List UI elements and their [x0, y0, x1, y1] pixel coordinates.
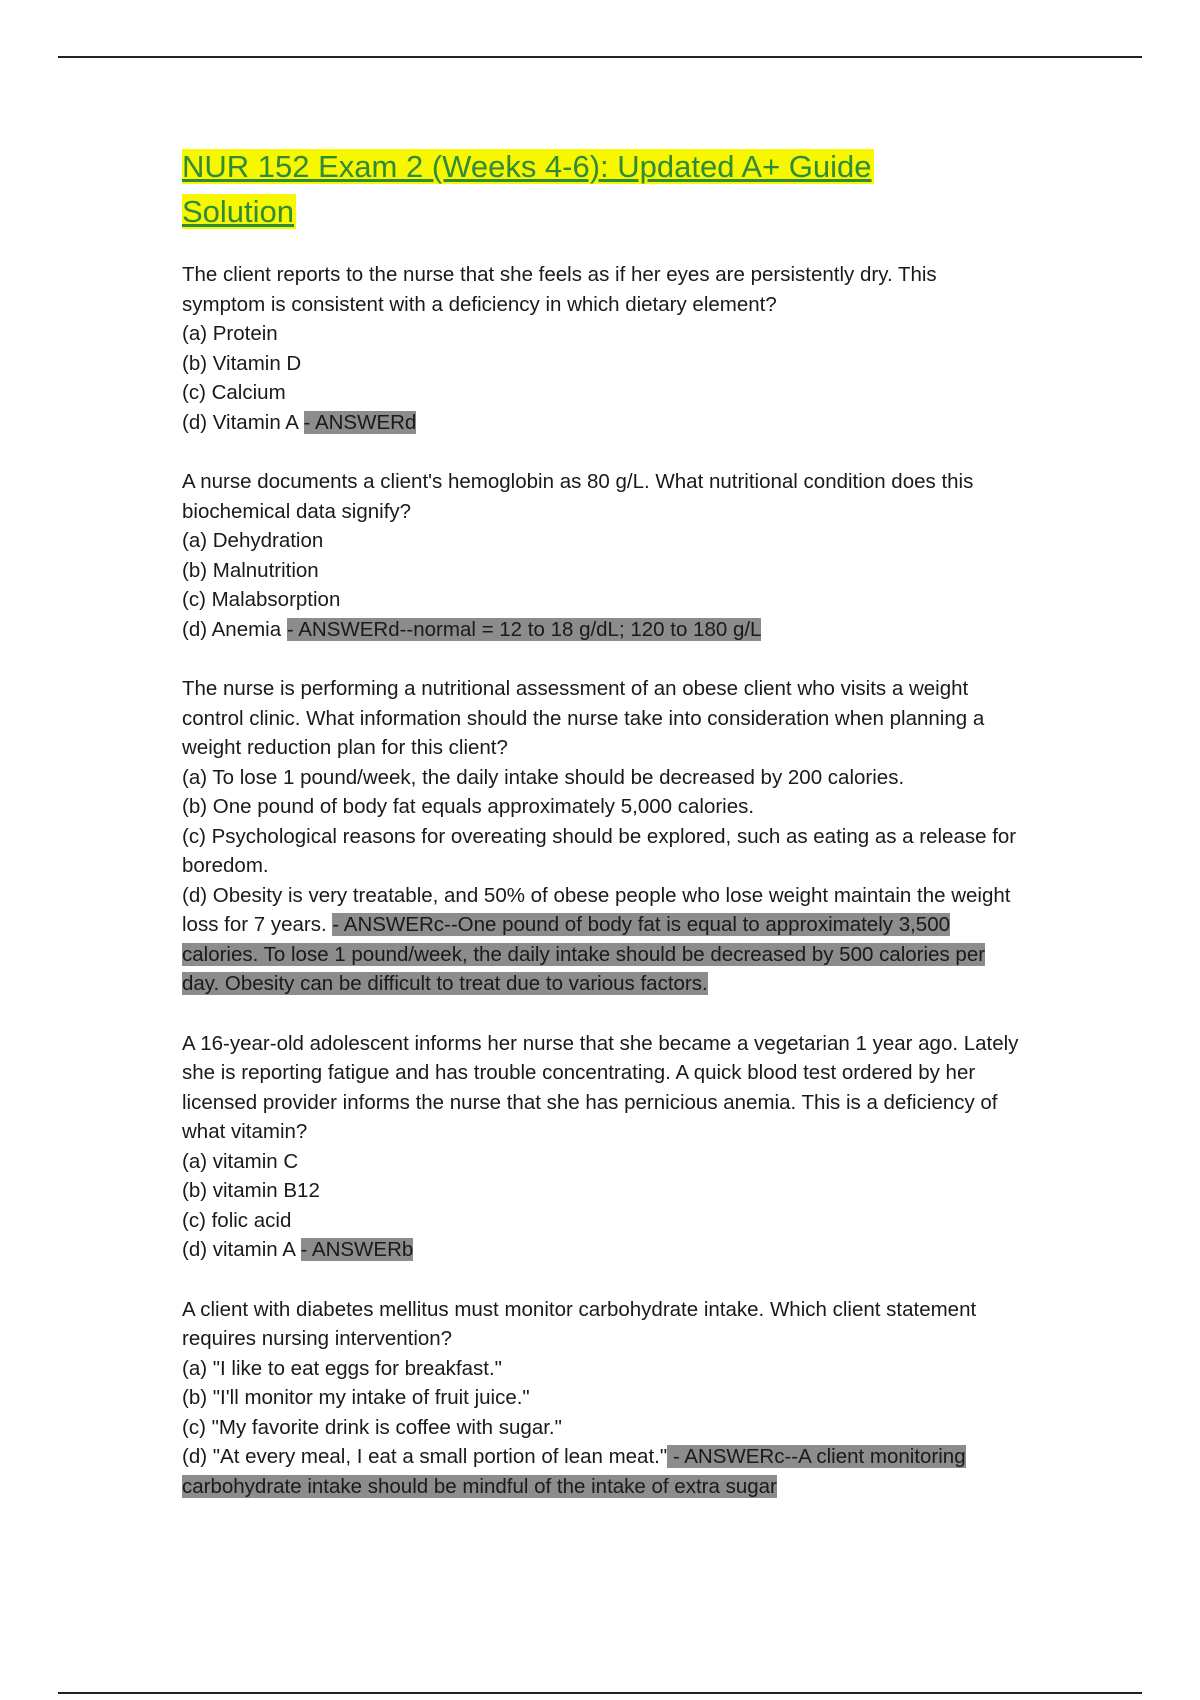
option-a: (a) vitamin C: [182, 1149, 299, 1173]
option-a: (a) Protein: [182, 322, 278, 345]
option-d: [182, 615, 1022, 645]
answer-highlight: - ANSWERc--One pound of body fat is equal to approximately 3,500 calories. To lose 1 pound/week, the daily intake should be decreased by 500 calories per day. Obesity can be difficult to treat due to various factors.: [182, 913, 986, 995]
option-d: [182, 1442, 1022, 1501]
footer-rule: [58, 1692, 1142, 1694]
header-rule: [58, 56, 1142, 58]
option-c: (c) "My favorite drink is coffee with sugar.": [182, 1415, 562, 1439]
option-d-text: (d) Obesity is very treatable, and 50% of obese people who lose weight maintain the weight loss for 7 years.: [182, 883, 1011, 936]
question-2: [182, 467, 1022, 644]
option-b: (b) "I'll monitor my intake of fruit juice.": [182, 1386, 530, 1409]
option-d-text: (d) Vitamin A: [182, 410, 304, 434]
option-d-text: (d) Anemia: [182, 617, 287, 641]
option-c: (c) folic acid: [182, 1208, 292, 1232]
option-b: (b) One pound of body fat equals approximately 5,000 calories.: [182, 795, 755, 818]
question-1: [182, 260, 1022, 437]
question-stem: The nurse is performing a nutritional assessment of an obese client who visits a weight control clinic. What information should the nurse take into consideration when planning a weight reduction plan for this client?: [182, 677, 985, 759]
option-c: (c) Psychological reasons for overeating should be explored, such as eating as a release for boredom.: [182, 824, 1017, 877]
answer-highlight: - ANSWERb: [300, 1238, 414, 1261]
document-title: [182, 144, 1022, 234]
option-a: (a) To lose 1 pound/week, the daily intake should be decreased by 200 calories.: [182, 765, 905, 789]
question-stem: A 16-year-old adolescent informs her nurse that she became a vegetarian 1 year ago. Lately she is reporting fatigue and has trouble concentrating. A quick blood test ordered by her licensed provider informs the nurse that she has pernicious anemia. This is a deficiency of what vitamin?: [182, 1031, 1019, 1143]
option-d-text: (d) "At every meal, I eat a small portion of lean meat.": [182, 1445, 668, 1468]
option-b: (b) Vitamin D: [182, 351, 302, 375]
option-d: [182, 408, 1022, 438]
question-4: [182, 1029, 1022, 1265]
option-b: (b) vitamin B12: [182, 1179, 320, 1202]
option-a: (a) Dehydration: [182, 529, 324, 552]
option-b: (b) Malnutrition: [182, 558, 319, 582]
document-page: [182, 144, 1022, 1531]
option-a: (a) "I like to eat eggs for breakfast.": [182, 1356, 502, 1380]
answer-highlight: - ANSWERd: [303, 410, 417, 434]
answer-highlight: - ANSWERd--normal = 12 to 18 g/dL; 120 to 180 g/L: [286, 617, 762, 641]
option-d-text: (d) vitamin A: [182, 1238, 301, 1261]
option-d: [182, 1235, 1022, 1265]
title-line-2: Solution: [182, 194, 295, 229]
answer-highlight: - ANSWERc--A client monitoring carbohydrate intake should be mindful of the intake of extra sugar: [182, 1445, 966, 1498]
question-3: [182, 674, 1022, 999]
question-stem: The client reports to the nurse that she feels as if her eyes are persistently dry. This symptom is consistent with a deficiency in which dietary element?: [182, 263, 937, 316]
question-stem: A nurse documents a client's hemoglobin as 80 g/L. What nutritional condition does this biochemical data signify?: [182, 470, 974, 523]
title-line-1: NUR 152 Exam 2 (Weeks 4-6): Updated A+ Guide: [182, 149, 872, 184]
option-d: [182, 881, 1022, 999]
question-stem: A client with diabetes mellitus must monitor carbohydrate intake. Which client statement requires nursing intervention?: [182, 1297, 977, 1350]
option-c: (c) Malabsorption: [182, 588, 341, 611]
question-5: [182, 1295, 1022, 1502]
option-c: (c) Calcium: [182, 381, 286, 404]
